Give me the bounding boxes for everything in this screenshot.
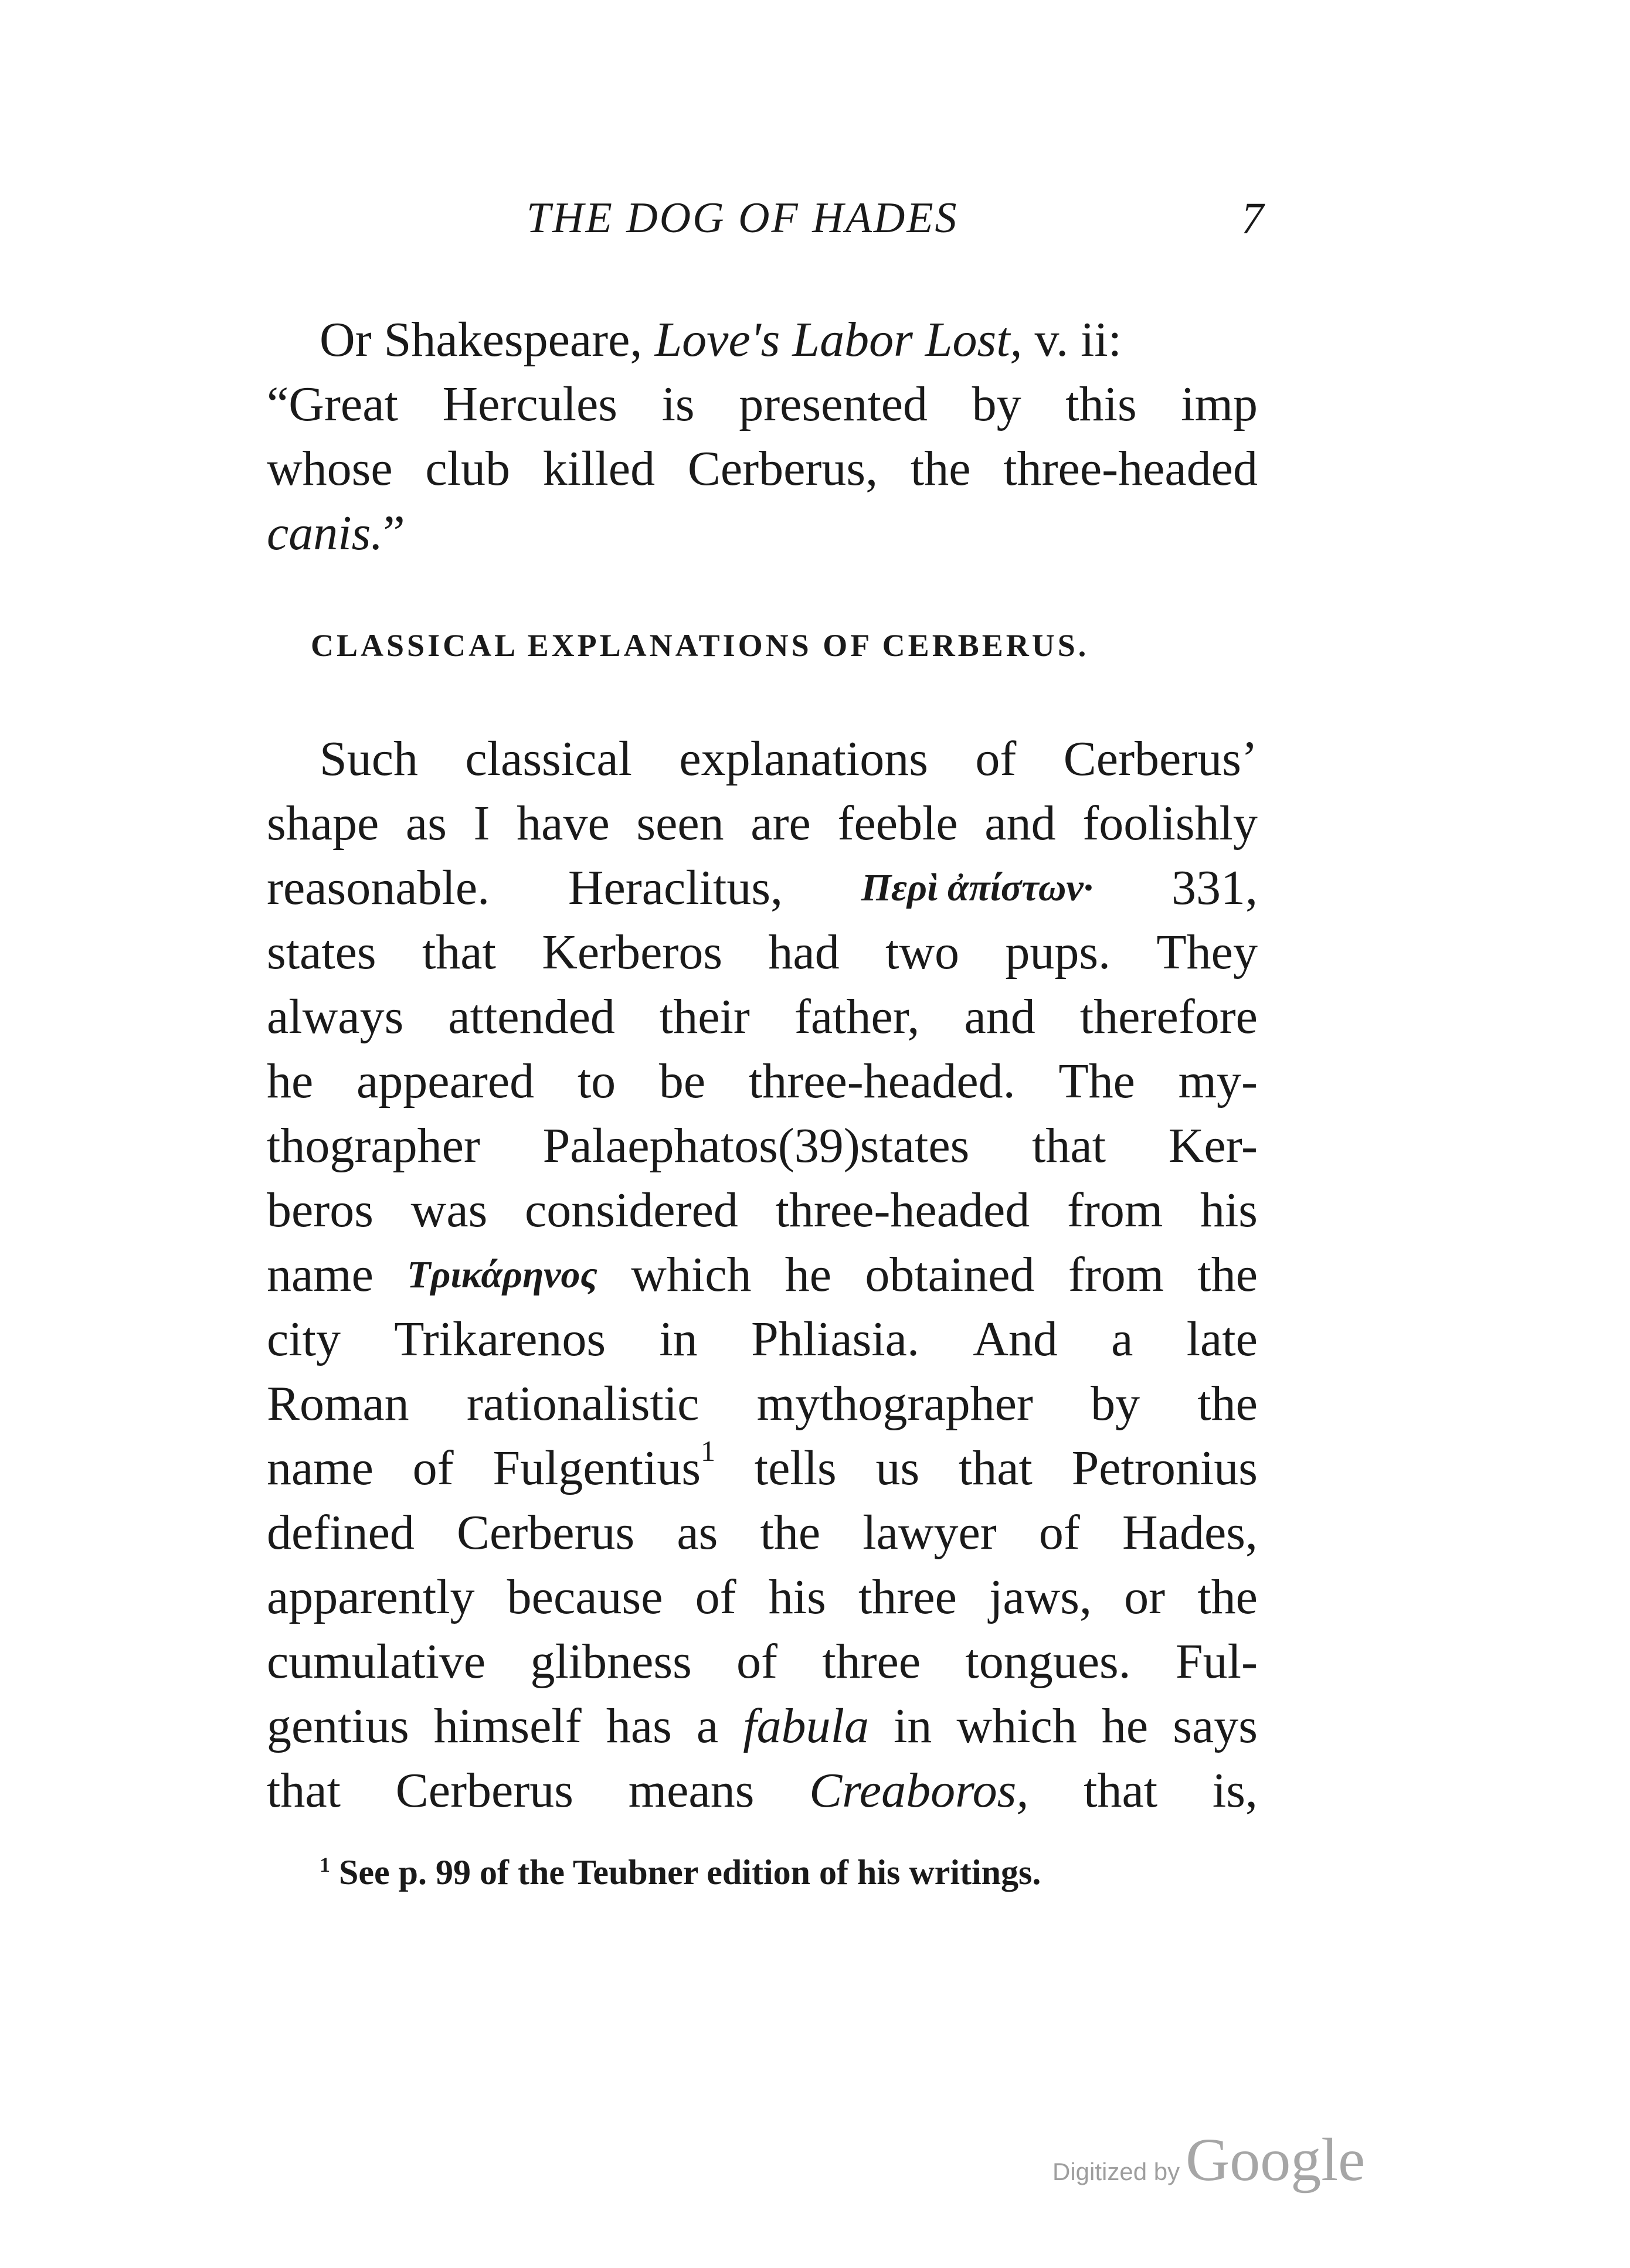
word: fabula xyxy=(743,1699,869,1753)
word: Phliasia. xyxy=(751,1312,919,1366)
text-line xyxy=(267,1565,1258,1630)
word: that xyxy=(422,925,496,980)
word: considered xyxy=(525,1183,738,1237)
word: three xyxy=(858,1570,957,1624)
page-number: 7 xyxy=(1241,194,1264,243)
word: states xyxy=(267,925,376,980)
word: attended xyxy=(448,990,615,1044)
word: three-headed xyxy=(775,1183,1030,1237)
word: and xyxy=(984,796,1056,851)
word: presented xyxy=(739,377,928,431)
footnote-ref: 1 xyxy=(701,1434,716,1467)
word: the xyxy=(910,441,971,496)
word: that xyxy=(1032,1118,1106,1173)
word: “Great xyxy=(267,377,398,431)
word: Ker- xyxy=(1168,1118,1258,1173)
word: says xyxy=(1173,1699,1258,1753)
word: himself xyxy=(433,1699,582,1753)
word: obtained xyxy=(865,1247,1035,1302)
word: Cerberus’ xyxy=(1063,732,1258,786)
word: apparently xyxy=(267,1570,475,1624)
word: is, xyxy=(1212,1763,1258,1818)
word: Trikarenos xyxy=(394,1312,606,1366)
word: as xyxy=(677,1505,718,1560)
text-line xyxy=(267,1630,1258,1694)
word: beros xyxy=(267,1183,373,1237)
word: three-headed xyxy=(1003,441,1258,496)
word: my- xyxy=(1178,1054,1258,1109)
word: rationalistic xyxy=(466,1376,699,1431)
text-line xyxy=(267,1436,1258,1501)
word: shape xyxy=(267,796,379,851)
word: and xyxy=(964,990,1035,1044)
word: mythographer xyxy=(756,1376,1033,1431)
word: ” xyxy=(383,506,405,560)
word: that xyxy=(1084,1763,1158,1818)
text-line xyxy=(267,1759,1258,1823)
word: the xyxy=(1197,1247,1258,1302)
word: cumulative xyxy=(267,1634,486,1689)
word: had xyxy=(768,925,840,980)
word: pups. xyxy=(1005,925,1111,980)
word: always xyxy=(267,990,404,1044)
word: by xyxy=(972,377,1021,431)
word: or xyxy=(1124,1570,1166,1624)
word: he xyxy=(785,1247,832,1302)
word: Such xyxy=(320,732,418,786)
word: he xyxy=(267,1054,314,1109)
text-line xyxy=(267,791,1258,856)
word: 331, xyxy=(1171,861,1258,915)
word: The xyxy=(1058,1054,1135,1109)
text-line xyxy=(267,1501,1258,1565)
word: gentius xyxy=(267,1699,409,1753)
word: Kerberos xyxy=(542,925,723,980)
word: explanations xyxy=(679,732,928,786)
word: is xyxy=(661,377,695,431)
word: his xyxy=(1200,1183,1258,1237)
word: lawyer xyxy=(862,1505,997,1560)
word: by xyxy=(1091,1376,1140,1431)
word: city xyxy=(267,1312,341,1366)
word: Cerberus xyxy=(457,1505,635,1560)
word: of xyxy=(736,1634,777,1689)
word: Cerberus xyxy=(395,1763,573,1818)
word: Or Shakespeare, xyxy=(320,312,655,367)
word: feeble xyxy=(837,796,958,851)
word: in xyxy=(894,1699,932,1753)
play-title: Love's Labor Lost, xyxy=(654,312,1023,367)
word: as xyxy=(405,796,447,851)
word: to xyxy=(577,1054,616,1109)
word: this xyxy=(1065,377,1137,431)
text-line xyxy=(267,372,1258,437)
word: Ful- xyxy=(1175,1634,1258,1689)
word: in xyxy=(659,1312,698,1366)
word: are xyxy=(751,796,811,851)
word: which xyxy=(956,1699,1077,1753)
word: because xyxy=(507,1570,663,1624)
word: killed xyxy=(542,441,656,496)
word: reasonable. xyxy=(267,861,490,915)
word: have xyxy=(517,796,610,851)
text-line xyxy=(267,437,1258,501)
word: the xyxy=(1197,1376,1258,1431)
text-line xyxy=(267,1372,1258,1436)
word: Creaboros, xyxy=(809,1763,1029,1818)
text-line xyxy=(267,501,1258,566)
section-heading: CLASSICAL EXPLANATIONS OF CERBERUS. xyxy=(311,628,1089,663)
digitized-watermark xyxy=(1052,2125,1365,2195)
word: thographer xyxy=(267,1118,480,1173)
word: I xyxy=(473,796,490,851)
word: And xyxy=(973,1312,1058,1366)
body-paragraph xyxy=(267,727,1258,1823)
word: from xyxy=(1068,1247,1164,1302)
word: two xyxy=(885,925,960,980)
word: defined xyxy=(267,1505,415,1560)
word: club xyxy=(425,441,511,496)
footnote-text: See p. 99 of the Teubner edition of his writings. xyxy=(339,1853,1041,1892)
word: of xyxy=(695,1570,736,1624)
word: the xyxy=(1197,1570,1258,1624)
word: of xyxy=(1038,1505,1080,1560)
word: father, xyxy=(794,990,920,1044)
word: Fulgentius xyxy=(493,1441,701,1495)
word: imp xyxy=(1181,377,1258,431)
google-logo: Google xyxy=(1186,2126,1366,2194)
text-line xyxy=(267,1049,1258,1114)
word: from xyxy=(1067,1183,1163,1237)
word: of xyxy=(975,732,1017,786)
word: a xyxy=(696,1699,719,1753)
text-line xyxy=(267,1243,1258,1307)
word: three-headed. xyxy=(748,1054,1016,1109)
text-line xyxy=(267,1114,1258,1178)
word: Hercules xyxy=(442,377,617,431)
word: has xyxy=(606,1699,672,1753)
word: whose xyxy=(267,441,393,496)
word: therefore xyxy=(1079,990,1258,1044)
word: that xyxy=(267,1763,341,1818)
footnote-marker: 1 xyxy=(320,1853,330,1876)
word: Palaephatos(39)states xyxy=(542,1118,970,1173)
word: late xyxy=(1186,1312,1258,1366)
text-line xyxy=(267,920,1258,985)
greek-name: Τρικάρηνος xyxy=(407,1253,597,1296)
word: jaws, xyxy=(989,1570,1092,1624)
watermark-prefix: Digitized by xyxy=(1052,2158,1180,2185)
word: a xyxy=(1111,1312,1133,1366)
word-with-footnote xyxy=(493,1436,715,1501)
word: foolishly xyxy=(1082,796,1258,851)
shakespeare-quote xyxy=(267,308,1258,566)
text-line xyxy=(267,985,1258,1049)
word: was xyxy=(410,1183,488,1237)
footnote xyxy=(320,1852,1041,1893)
word: be xyxy=(658,1054,706,1109)
word: their xyxy=(659,990,750,1044)
word: us xyxy=(875,1441,920,1495)
word: which xyxy=(631,1247,752,1302)
text-line xyxy=(267,1694,1258,1759)
word: he xyxy=(1101,1699,1149,1753)
word: appeared xyxy=(356,1054,535,1109)
word: glibness xyxy=(530,1634,692,1689)
word: classical xyxy=(465,732,632,786)
text-line xyxy=(267,1307,1258,1372)
word: means xyxy=(628,1763,755,1818)
word: name xyxy=(267,1441,373,1495)
word: Roman xyxy=(267,1376,409,1431)
text-line xyxy=(267,727,1258,791)
word: Hades, xyxy=(1122,1505,1258,1560)
word: tongues. xyxy=(965,1634,1131,1689)
word: They xyxy=(1156,925,1258,980)
word: three xyxy=(822,1634,921,1689)
word: his xyxy=(768,1570,826,1624)
word: v. ii: xyxy=(1022,312,1122,367)
word: canis. xyxy=(267,506,383,560)
word: that xyxy=(958,1441,1033,1495)
word: Heraclitus, xyxy=(568,861,783,915)
running-title: THE DOG OF HADES xyxy=(527,194,959,242)
text-line xyxy=(267,1178,1258,1243)
greek-title: Περὶ ἀπίστων· xyxy=(861,866,1094,909)
word: of xyxy=(412,1441,454,1495)
word: tells xyxy=(754,1441,837,1495)
word: Petronius xyxy=(1071,1441,1258,1495)
word: seen xyxy=(636,796,724,851)
word: name xyxy=(267,1247,373,1302)
word: the xyxy=(760,1505,821,1560)
text-line xyxy=(267,308,1258,372)
running-head xyxy=(267,193,1264,264)
text-line xyxy=(267,856,1258,920)
word: Cerberus, xyxy=(687,441,878,496)
